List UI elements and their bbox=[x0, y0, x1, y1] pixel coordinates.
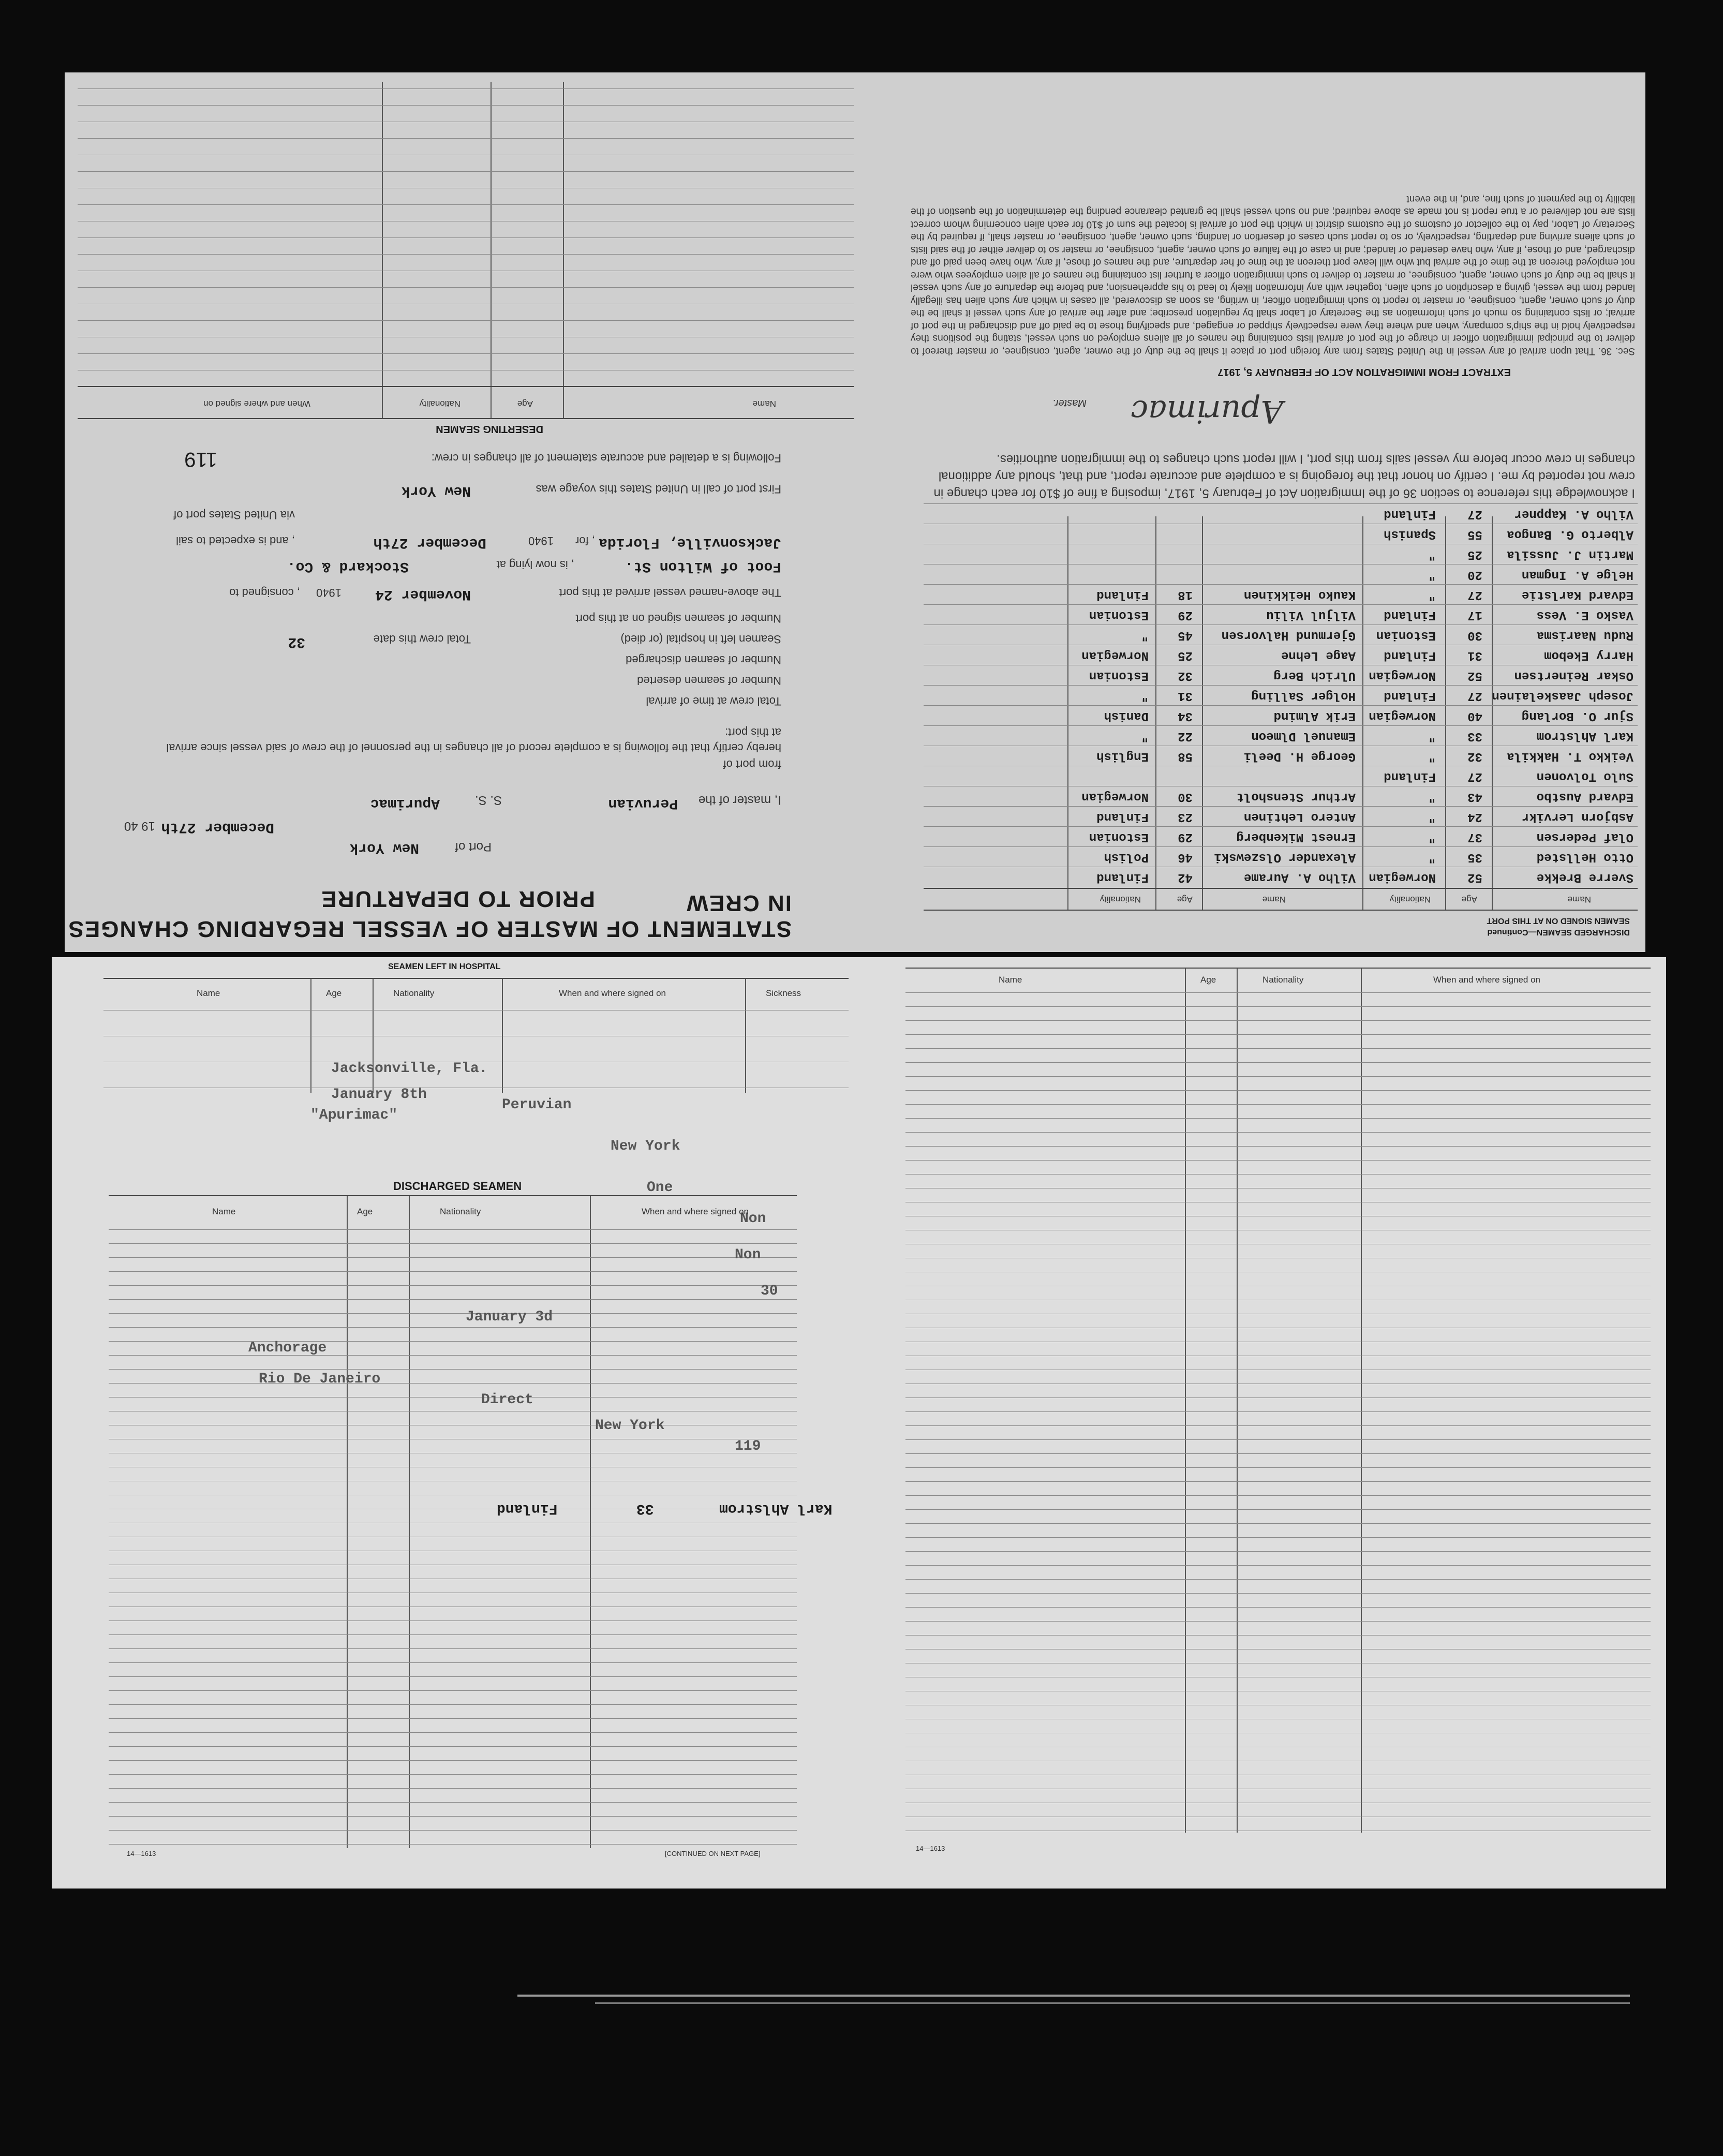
hospital-header: SEAMEN LEFT IN HOSPITAL bbox=[388, 962, 501, 971]
ghost-text-13: Direct bbox=[481, 1392, 533, 1408]
crew-name: Rudu Naarisma bbox=[1536, 628, 1633, 642]
ruled-line bbox=[905, 1495, 1651, 1496]
sail-year: 1940 bbox=[528, 534, 554, 547]
lying-value: Foot of Wilton St. bbox=[625, 558, 781, 574]
ruled-line bbox=[905, 1565, 1651, 1566]
ruled-line bbox=[905, 1118, 1651, 1119]
ruled-line bbox=[109, 1802, 797, 1803]
crew-nationality: " bbox=[1428, 810, 1436, 824]
ruled-line bbox=[109, 1313, 797, 1314]
ruled-line bbox=[109, 1732, 797, 1733]
crew-age: 27 bbox=[1467, 689, 1482, 703]
crew-name: Joseph Jaaskelainen bbox=[1492, 689, 1633, 703]
crew-nationality-2: " bbox=[1141, 729, 1149, 743]
col-nat-left: Nationality bbox=[1389, 895, 1431, 904]
crew-age-2: 32 bbox=[1178, 668, 1193, 682]
ruled-line bbox=[109, 1327, 797, 1328]
crew-row bbox=[924, 564, 1638, 584]
crew-age: 52 bbox=[1467, 668, 1482, 682]
crew-row bbox=[924, 625, 1638, 645]
crew-name-2: Ulrich Berg bbox=[1273, 668, 1356, 682]
ruled-line bbox=[109, 1746, 797, 1747]
first-port-value: New York bbox=[401, 483, 471, 499]
crew-age: 40 bbox=[1467, 709, 1482, 723]
ruled-line bbox=[905, 1425, 1651, 1426]
first-port-label: First port of call in United States this voyage was bbox=[536, 483, 781, 496]
crew-row bbox=[924, 524, 1638, 544]
crew-row bbox=[924, 725, 1638, 746]
extract-text: Sec. 36. That upon arrival of any vessel in the United States from any foreign port or place it shall be the duty of the owner, agent, consignee, or master thereof to deliver to the principal immigration officer in charge of the port of arrival lists containing the names of all aliens employed on such vessel, stating the positions they respectively hold in the ship's company, when and where they were respectively shipped or engaged, and specifying those to be paid off and discharged in the port of arrival; or lists containing so much of such information as the Secretary of Labor shall by regulation prescribe; and after the arrival of any such vessel it shall be the duty of such owner, agent, consignee, or master to report to such immigration officer, in writing, as soon as discovered, all cases in which any such alien has illegally landed from the vessel, giving a description of such alien, together with any information likely to lead to his apprehension; and before the departure of any such vessel it shall be the duty of such owner, agent, consignee, or master to deliver to such immigration officer a further list containing the names of all alien employees who were not employed thereon at the time of the arrival but who will leave port thereon at the time of her departure, and the names of those, if any, who have been paid off and discharged, and of those, if any, who have deserted or landed; and in case of the failure of such owner, agent, consignee, or master so to deliver either of the said lists of such aliens arriving and departing, respectively, or so to report such cases of desertion or landing, such owner, agent, consignee, or master shall, if required by the Secretary of Labor, pay to the collector of customs of the customs district in which the port of arrival is located the sum of $10 for each alien concerning whom correct lists are not delivered or a true report is not made as above required; and no such vessel shall be granted clearance pending the determination of the question of the liability to the payment of such fine, and, in the event bbox=[911, 194, 1635, 356]
crew-age: 24 bbox=[1467, 810, 1482, 824]
ruled-line bbox=[109, 1760, 797, 1761]
ghost-text-4: Peruvian bbox=[502, 1097, 572, 1113]
crew-name: Edvard Austbo bbox=[1536, 790, 1633, 804]
acknowledge-text: I acknowledge this reference to section 36 of the Immigration Act of February 5, 1917, imposing a fine of $10 for each change in crew not reported by me. I certify on honor that the foregoing is a complete and accurate report, and that, should any additional changes in crew occur before my vessel sails from this port, I will report such changes to the immigration authorities. bbox=[933, 452, 1635, 500]
top-right-sheet bbox=[864, 72, 1645, 952]
ghost-text-3: "Apurimac" bbox=[310, 1107, 398, 1123]
crew-name: Helge A. Ingman bbox=[1521, 568, 1633, 582]
consignee: Stockard & Co. bbox=[287, 558, 409, 574]
crew-age-2: 31 bbox=[1178, 689, 1193, 703]
crew-age-2: 29 bbox=[1178, 830, 1193, 844]
statement-subtitle: PRIOR TO DEPARTURE bbox=[320, 886, 595, 912]
ruled-line bbox=[109, 1257, 797, 1258]
deserting-table bbox=[78, 82, 854, 419]
ruled-line bbox=[905, 1453, 1651, 1454]
crew-nationality: " bbox=[1428, 588, 1436, 602]
ruled-line bbox=[109, 1341, 797, 1342]
discharged-lines bbox=[109, 1229, 797, 1845]
crew-nationality-2: Finland bbox=[1096, 588, 1149, 602]
crew-age: 25 bbox=[1467, 547, 1482, 561]
ruled-line bbox=[109, 1844, 797, 1845]
statement-title: STATEMENT OF MASTER OF VESSEL REGARDING CHANGES IN CREW bbox=[67, 890, 792, 942]
vessel-prefix: S. S. bbox=[474, 793, 502, 807]
br-col-nat: Nationality bbox=[1262, 975, 1304, 985]
crew-name: Martin J. Jussila bbox=[1507, 547, 1633, 561]
crew-age: 43 bbox=[1467, 790, 1482, 804]
crew-name-2: George H. Deeli bbox=[1243, 749, 1356, 763]
ghost-text-1: Jacksonville, Fla. bbox=[331, 1061, 488, 1077]
crew-age: 31 bbox=[1467, 648, 1482, 662]
ghost-text-12: Rio De Janeiro bbox=[259, 1371, 381, 1387]
crew-table bbox=[924, 507, 1638, 911]
crew-name-2: Alexander Olszewski bbox=[1214, 850, 1356, 864]
crew-name: Harry Ekebom bbox=[1544, 648, 1633, 662]
ghost-text-7: Non bbox=[740, 1211, 766, 1227]
top-left-sheet bbox=[65, 72, 864, 952]
crew-nationality: Finland bbox=[1384, 689, 1436, 703]
ghost-text-11: Anchorage bbox=[248, 1340, 327, 1356]
bottom-right-sheet bbox=[864, 957, 1666, 1889]
crew-age: 27 bbox=[1467, 507, 1482, 521]
ruled-line bbox=[905, 1104, 1651, 1105]
crew-age-2: 29 bbox=[1178, 608, 1193, 622]
col-signed: When and where signed on bbox=[203, 399, 310, 409]
col-age: Age bbox=[517, 399, 533, 409]
ruled-line bbox=[905, 1034, 1651, 1035]
crew-nationality: " bbox=[1428, 568, 1436, 582]
lying-text: , is now lying at bbox=[496, 558, 574, 571]
ruled-line bbox=[905, 1020, 1651, 1021]
br-col-name: Name bbox=[999, 975, 1022, 985]
crew-name: Alberto G. Bangoa bbox=[1507, 527, 1633, 541]
discharged-table bbox=[109, 1195, 797, 1848]
col-name-right: Name bbox=[1262, 895, 1286, 904]
crew-age: 27 bbox=[1467, 769, 1482, 783]
crew-name-2: Viljul Viliu bbox=[1266, 608, 1356, 622]
ruled-line bbox=[109, 1299, 797, 1300]
crew-age: 27 bbox=[1467, 588, 1482, 602]
ruled-line bbox=[109, 1383, 797, 1384]
col-nationality: Nationality bbox=[419, 399, 461, 409]
hosp-col-name: Name bbox=[197, 988, 220, 998]
master-caption: Master. bbox=[1052, 397, 1087, 409]
crew-nationality-2: " bbox=[1141, 689, 1149, 703]
signed-on-header: SEAMEN SIGNED ON AT THIS PORT bbox=[1487, 916, 1630, 925]
crew-nationality-2: Estonian bbox=[1089, 830, 1149, 844]
crew-nationality: Finland bbox=[1384, 648, 1436, 662]
following-text: Following is a detailed and accurate statement of all changes in crew: bbox=[431, 452, 781, 465]
crew-row bbox=[924, 705, 1638, 725]
port-value: New York bbox=[349, 840, 419, 856]
crew-age: 35 bbox=[1467, 850, 1482, 864]
crew-age: 52 bbox=[1467, 870, 1482, 884]
crew-nationality: Norwegian bbox=[1369, 870, 1436, 884]
crew-name-2: Erik Almind bbox=[1273, 709, 1356, 723]
crew-age: 37 bbox=[1467, 830, 1482, 844]
crew-nationality-2: " bbox=[1141, 628, 1149, 642]
crew-nationality: " bbox=[1428, 850, 1436, 864]
destination: Jacksonville, Florida bbox=[599, 534, 781, 551]
crew-name: Vasko E. Vess bbox=[1536, 608, 1633, 622]
arrived-text: The above-named vessel arrived at this port bbox=[559, 586, 781, 599]
ruled-line bbox=[905, 1579, 1651, 1580]
crew-age: 55 bbox=[1467, 527, 1482, 541]
crew-row bbox=[924, 826, 1638, 846]
crew-nationality: Norwegian bbox=[1369, 709, 1436, 723]
crew-row bbox=[924, 584, 1638, 604]
crew-nationality-2: Norwegian bbox=[1081, 648, 1149, 662]
ruled-line bbox=[905, 1090, 1651, 1091]
ruled-line bbox=[109, 1704, 797, 1705]
crew-row bbox=[924, 645, 1638, 665]
via-text: via United States port of bbox=[173, 509, 295, 522]
item-4-label: Seamen left in hospital (or died) bbox=[620, 633, 781, 646]
ruled-line bbox=[109, 1369, 797, 1370]
crew-name-2: Aage Lehne bbox=[1281, 648, 1356, 662]
crew-row bbox=[924, 544, 1638, 564]
ruled-line bbox=[109, 1718, 797, 1719]
ruled-line bbox=[905, 1439, 1651, 1440]
crew-row bbox=[924, 806, 1638, 826]
crew-nationality: Finland bbox=[1384, 769, 1436, 783]
crew-age-2: 23 bbox=[1178, 810, 1193, 824]
crew-name-2: Kauko Heikkinen bbox=[1243, 588, 1356, 602]
bottom-left-sheet bbox=[52, 957, 864, 1889]
master-line: I, master of the bbox=[698, 793, 781, 807]
ruled-line bbox=[905, 1062, 1651, 1063]
ruled-line bbox=[109, 1816, 797, 1817]
for-text: , for bbox=[575, 534, 595, 547]
sheet-edge-2 bbox=[595, 2002, 1630, 2004]
dis-col-age: Age bbox=[357, 1207, 373, 1216]
crew-name: Vilho A. Kappner bbox=[1514, 507, 1633, 521]
crew-name-2: Holger Salling bbox=[1251, 689, 1356, 703]
discharged-continued-header: DISCHARGED SEAMEN—Continued bbox=[1487, 928, 1630, 936]
ruled-line bbox=[905, 1132, 1651, 1133]
vessel-value: Apurimac bbox=[370, 795, 440, 811]
crew-age: 17 bbox=[1467, 608, 1482, 622]
crew-name: Sverre Brekke bbox=[1536, 870, 1633, 884]
top-right-rotated-content bbox=[864, 72, 1645, 952]
ruled-line bbox=[905, 1397, 1651, 1398]
master-signature: Apurimac bbox=[1131, 393, 1283, 429]
crew-nationality-2: English bbox=[1096, 749, 1149, 763]
ghost-text-8: Non bbox=[735, 1247, 761, 1263]
crew-name: Karl Ahlstrom bbox=[1536, 729, 1633, 743]
col-name-left: Name bbox=[1567, 895, 1591, 904]
br-col-signed: When and where signed on bbox=[1433, 975, 1540, 985]
dis-col-name: Name bbox=[212, 1207, 236, 1216]
discharged-entry-age: 33 bbox=[636, 1500, 654, 1516]
ghost-text-2: January 8th bbox=[331, 1087, 427, 1103]
ruled-line bbox=[905, 1048, 1651, 1049]
ghost-text-6: One bbox=[647, 1180, 673, 1196]
ruled-line bbox=[109, 1243, 797, 1244]
crew-name: Sulo Tolvonen bbox=[1536, 769, 1633, 783]
crew-nationality-2: Norwegian bbox=[1081, 790, 1149, 804]
signed-on-lines bbox=[905, 992, 1651, 1831]
ruled-line bbox=[905, 1523, 1651, 1524]
crew-name: Asbjorn Lervikr bbox=[1521, 810, 1633, 824]
crew-name-2: Antero Lehtinen bbox=[1243, 810, 1356, 824]
br-form-number: 14—1613 bbox=[916, 1845, 945, 1852]
crew-nationality-2: Finland bbox=[1096, 810, 1149, 824]
ruled-line bbox=[109, 1648, 797, 1649]
crew-nationality-2: Estonian bbox=[1089, 668, 1149, 682]
crew-age-2: 30 bbox=[1178, 790, 1193, 804]
year-value: 19 40 bbox=[124, 819, 155, 833]
ruled-line bbox=[905, 1621, 1651, 1622]
crew-name-2: Ernest Mikenberg bbox=[1236, 830, 1356, 844]
crew-name: Sjur O. Borlang bbox=[1521, 709, 1633, 723]
crew-name: Edvard Karlstie bbox=[1521, 588, 1633, 602]
crew-nationality-2: Polish bbox=[1104, 850, 1149, 864]
expected-text: , and is expected to sail bbox=[176, 534, 295, 547]
discharged-entry-name: Karl Ahlstrom bbox=[719, 1500, 833, 1516]
crew-name-2: Gjermund Halvorsen bbox=[1221, 628, 1356, 642]
crew-age-2: 22 bbox=[1178, 729, 1193, 743]
ruled-line bbox=[905, 1551, 1651, 1552]
crew-row bbox=[924, 746, 1638, 766]
ruled-line bbox=[109, 1355, 797, 1356]
deserting-header: DESERTING SEAMEN bbox=[436, 423, 543, 435]
col-age-right: Age bbox=[1177, 895, 1193, 904]
ruled-line bbox=[109, 1676, 797, 1677]
crew-age-2: 46 bbox=[1178, 850, 1193, 864]
crew-nationality: " bbox=[1428, 749, 1436, 763]
ruled-line bbox=[905, 1467, 1651, 1468]
crew-nationality: Finland bbox=[1384, 507, 1436, 521]
crew-name-2: Arthur Stensholt bbox=[1236, 790, 1356, 804]
ruled-line bbox=[109, 1690, 797, 1691]
discharged-header: DISCHARGED SEAMEN bbox=[393, 1180, 522, 1193]
col-age-left: Age bbox=[1461, 895, 1477, 904]
signed-on-continued-table bbox=[905, 968, 1651, 1833]
crew-age: 20 bbox=[1467, 568, 1482, 582]
crew-age: 30 bbox=[1467, 628, 1482, 642]
discharged-entry-nat: Finland bbox=[497, 1500, 558, 1516]
hosp-col-nat: Nationality bbox=[393, 988, 435, 998]
ruled-line bbox=[109, 1620, 797, 1621]
item-3-label: Number of seamen discharged bbox=[626, 653, 781, 666]
crew-nationality: " bbox=[1428, 729, 1436, 743]
crew-nationality: " bbox=[1428, 547, 1436, 561]
hosp-col-age: Age bbox=[326, 988, 342, 998]
ruled-line bbox=[905, 1006, 1651, 1007]
col-name: Name bbox=[752, 399, 776, 409]
nationality-value: Peruvian bbox=[608, 795, 678, 811]
continued-note: [CONTINUED ON NEXT PAGE] bbox=[665, 1850, 761, 1857]
ruled-line bbox=[905, 1481, 1651, 1482]
crew-nationality-2: Finland bbox=[1096, 870, 1149, 884]
ruled-line bbox=[109, 1285, 797, 1286]
ruled-line bbox=[109, 1788, 797, 1789]
crew-name-2: Emanuel Dlmeon bbox=[1251, 729, 1356, 743]
ruled-line bbox=[905, 1537, 1651, 1538]
crew-age-2: 18 bbox=[1178, 588, 1193, 602]
crew-age-2: 42 bbox=[1178, 870, 1193, 884]
arrived-year: 1940 bbox=[316, 586, 341, 599]
ruled-line bbox=[905, 1509, 1651, 1510]
sheet-edge bbox=[517, 1995, 1630, 1997]
col-nat-right: Nationality bbox=[1100, 895, 1141, 904]
crew-row bbox=[924, 665, 1638, 685]
ruled-line bbox=[109, 1634, 797, 1635]
crew-age-2: 34 bbox=[1178, 709, 1193, 723]
ruled-line bbox=[905, 1146, 1651, 1147]
crew-row bbox=[924, 867, 1638, 887]
ruled-line bbox=[109, 1662, 797, 1663]
ruled-line bbox=[905, 1160, 1651, 1161]
ghost-text-5: New York bbox=[611, 1138, 680, 1154]
sail-date: December 27th bbox=[373, 534, 486, 551]
ruled-line bbox=[905, 1076, 1651, 1077]
ruled-line bbox=[109, 1271, 797, 1272]
crew-name-2: Vilho A. Aurame bbox=[1243, 870, 1356, 884]
crew-nationality-2: Estonian bbox=[1089, 608, 1149, 622]
port-label: Port of bbox=[455, 840, 492, 854]
arrived-date: November 24 bbox=[375, 586, 471, 602]
crew-row bbox=[924, 766, 1638, 786]
form-number: 14—1613 bbox=[127, 1850, 156, 1857]
dis-col-signed: When and where signed on bbox=[642, 1207, 749, 1216]
certify-text: hereby certify that the following is a complete record of all changes in the personnel of the crew of said vessel since arrival at this port: bbox=[166, 726, 781, 754]
from-port: from port of bbox=[723, 758, 781, 771]
crew-nationality-2: Danish bbox=[1104, 709, 1149, 723]
ruled-line bbox=[905, 1411, 1651, 1412]
crew-name: Olaf Pedersen bbox=[1536, 830, 1633, 844]
hosp-col-sickness: Sickness bbox=[766, 988, 801, 998]
hosp-col-signed: When and where signed on bbox=[559, 988, 666, 998]
ghost-text-10: January 3d bbox=[466, 1309, 553, 1325]
crew-nationality: Estonian bbox=[1376, 628, 1436, 642]
crew-name: Otto Hellsted bbox=[1536, 850, 1633, 864]
top-left-rotated-content bbox=[65, 72, 864, 952]
crew-row bbox=[924, 503, 1638, 524]
consigned-label: , consigned to bbox=[229, 586, 300, 599]
crew-nationality: " bbox=[1428, 830, 1436, 844]
crew-nationality: Finland bbox=[1384, 608, 1436, 622]
item-6-label: Total crew this date bbox=[373, 633, 471, 646]
crew-row bbox=[924, 786, 1638, 806]
crew-age-2: 25 bbox=[1178, 648, 1193, 662]
crew-row bbox=[924, 685, 1638, 705]
crew-row bbox=[924, 604, 1638, 625]
ruled-line bbox=[109, 1830, 797, 1831]
date-value: December 27th bbox=[161, 819, 274, 835]
crew-nationality: Spanish bbox=[1384, 527, 1436, 541]
br-col-age: Age bbox=[1200, 975, 1216, 985]
dis-col-nat: Nationality bbox=[440, 1207, 481, 1216]
page-number: 119 bbox=[184, 448, 217, 471]
crew-nationality: " bbox=[1428, 790, 1436, 804]
crew-nationality: Norwegian bbox=[1369, 668, 1436, 682]
ghost-text-9: 30 bbox=[761, 1283, 778, 1299]
crew-age: 33 bbox=[1467, 729, 1482, 743]
crew-name: Veikko T. Hakkila bbox=[1507, 749, 1633, 763]
crew-age: 32 bbox=[1467, 749, 1482, 763]
ruled-line bbox=[905, 1593, 1651, 1594]
crew-row bbox=[924, 846, 1638, 867]
extract-header: EXTRACT FROM IMMIGRATION ACT OF FEBRUARY 5, 1917 bbox=[1217, 366, 1511, 378]
crew-rows bbox=[924, 503, 1638, 887]
crew-age-2: 58 bbox=[1178, 749, 1193, 763]
item-2-label: Number of seamen deserted bbox=[637, 674, 781, 687]
ghost-text-15: 119 bbox=[735, 1438, 761, 1454]
ghost-text-14: New York bbox=[595, 1418, 665, 1434]
ruled-line bbox=[905, 1607, 1651, 1608]
ruled-line bbox=[109, 1774, 797, 1775]
item-1-label: Total crew at time of arrival bbox=[646, 695, 781, 708]
crew-name: Oskar Reinertsen bbox=[1514, 668, 1633, 682]
item-5-label: Number of seamen signed on at this port bbox=[575, 612, 781, 625]
total-crew-value: 32 bbox=[288, 634, 305, 650]
crew-age-2: 45 bbox=[1178, 628, 1193, 642]
